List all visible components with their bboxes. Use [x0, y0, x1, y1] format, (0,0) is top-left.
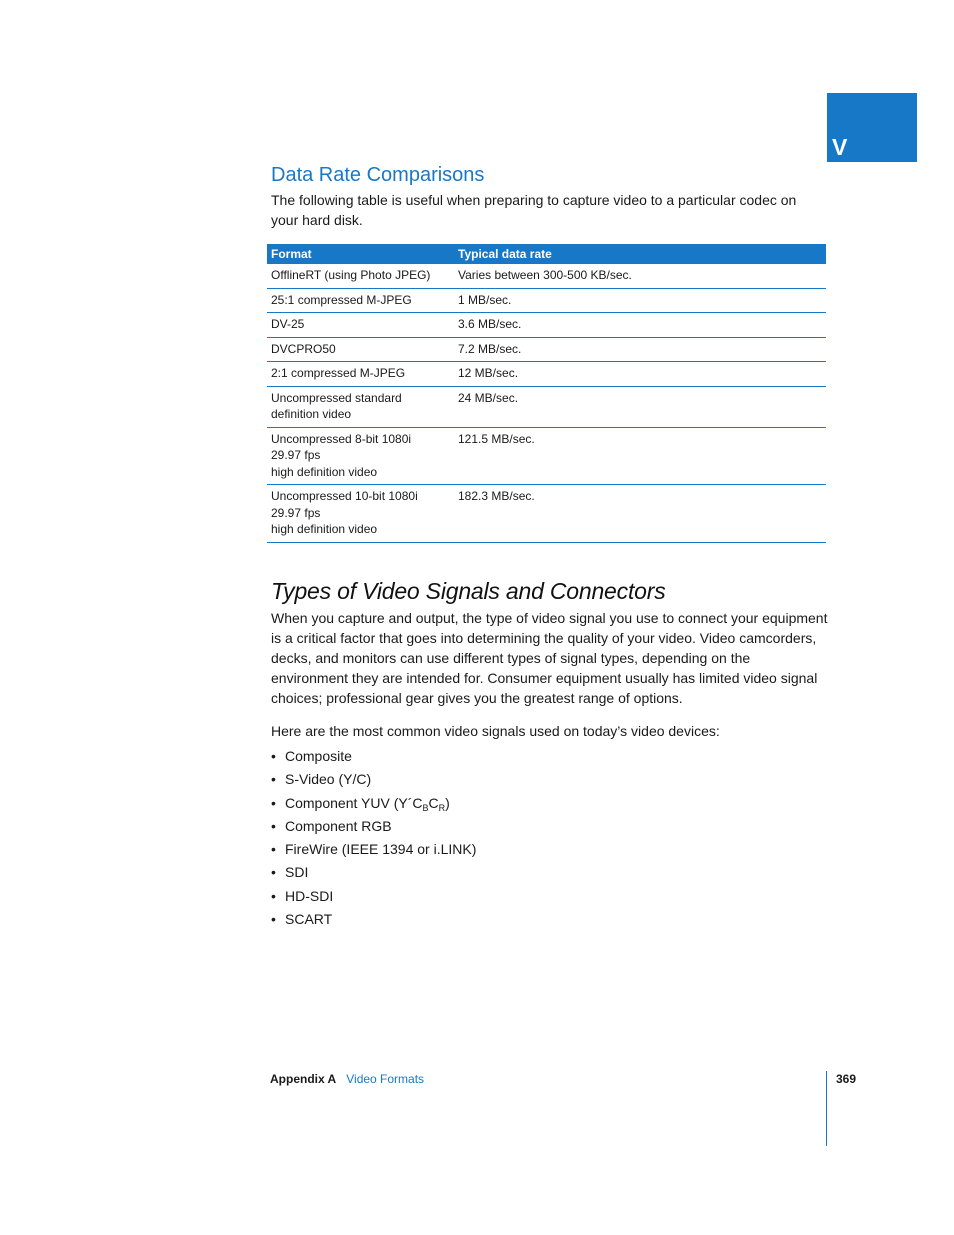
- closing-paren: ): [445, 794, 450, 811]
- bullet-icon: •: [271, 748, 276, 764]
- signals-paragraph: When you capture and output, the type of video signal you use to connect your equipment is a critical factor that goes into determining the quality of your video. Video camcorders, decks, and monitors can use different types of signal types, depending on the environment they are intended for. Consumer equipment usually has limited video signal choices; professional gear gives you the greatest range of options.: [271, 610, 828, 706]
- table-row: [267, 386, 826, 427]
- page-number: 369: [836, 1072, 857, 1086]
- list-item: [271, 815, 831, 838]
- subscript-r: R: [438, 802, 446, 813]
- component-c: C: [428, 794, 439, 811]
- table-cell-rate: 12 MB/sec.: [454, 362, 826, 387]
- footer-appendix: Appendix A: [270, 1072, 337, 1086]
- table-cell-format: DVCPRO50: [267, 337, 454, 362]
- table-header-rate: Typical data rate: [454, 244, 826, 264]
- table-cell-rate: 182.3 MB/sec.: [454, 485, 826, 543]
- table-row: [267, 427, 826, 485]
- data-rate-heading: Data Rate Comparisons: [271, 164, 485, 186]
- table-header-row: [267, 244, 826, 264]
- signals-list-intro: Here are the most common video signals used on today’s video devices:: [271, 723, 720, 739]
- table-cell-rate: 1 MB/sec.: [454, 288, 826, 313]
- table-row: [267, 313, 826, 338]
- data-rate-table: [267, 244, 826, 543]
- signals-list: [271, 745, 831, 931]
- subscript-b: B: [422, 802, 429, 813]
- page-footer: [270, 1072, 856, 1086]
- table-cell-format: 2:1 compressed M-JPEG: [267, 362, 454, 387]
- list-item-label: SDI: [285, 864, 309, 881]
- bullet-icon: •: [271, 794, 276, 811]
- list-item-label: S-Video (Y/C): [285, 771, 372, 788]
- list-item-label: FireWire (IEEE 1394 or i.LINK): [285, 841, 477, 858]
- bullet-icon: •: [271, 817, 276, 834]
- list-item: [271, 861, 831, 884]
- table-cell-format: Uncompressed 10-bit 1080i 29.97 fps high definition video: [267, 485, 454, 543]
- data-rate-section: [271, 160, 826, 230]
- table-row: [267, 485, 826, 543]
- data-rate-intro: The following table is useful when preparing to capture video to a particular codec on your hard disk.: [271, 192, 797, 228]
- bullet-icon: •: [271, 911, 276, 928]
- bullet-icon: •: [271, 841, 276, 858]
- table-cell-rate: Varies between 300-500 KB/sec.: [454, 264, 826, 288]
- table-cell-format: Uncompressed 8-bit 1080i 29.97 fps high definition video: [267, 427, 454, 485]
- list-item: [271, 745, 831, 768]
- bullet-icon: •: [271, 864, 276, 881]
- table-cell-format: DV-25: [267, 313, 454, 338]
- list-item-label: Composite: [285, 748, 352, 764]
- list-item: [271, 908, 831, 931]
- signals-section: [271, 575, 831, 931]
- table-cell-rate: 121.5 MB/sec.: [454, 427, 826, 485]
- table-row: [267, 288, 826, 313]
- footer-chapter-link[interactable]: Video Formats: [346, 1072, 425, 1086]
- list-item: [271, 885, 831, 908]
- list-item-label: HD-SDI: [285, 887, 334, 904]
- list-item-label: Component YUV (Y´C: [285, 794, 423, 811]
- table-row: [267, 337, 826, 362]
- list-item-label: Component RGB: [285, 817, 392, 834]
- table-cell-format: 25:1 compressed M-JPEG: [267, 288, 454, 313]
- list-item-label: SCART: [285, 911, 333, 928]
- signals-heading: Types of Video Signals and Connectors: [271, 578, 666, 604]
- table-row: [267, 264, 826, 288]
- table-cell-format: Uncompressed standard definition video: [267, 386, 454, 427]
- list-item: [271, 792, 831, 815]
- table-cell-rate: 24 MB/sec.: [454, 386, 826, 427]
- table-cell-rate: 3.6 MB/sec.: [454, 313, 826, 338]
- list-item: [271, 838, 831, 861]
- table-cell-format: OfflineRT (using Photo JPEG): [267, 264, 454, 288]
- chapter-tab-label: V: [832, 134, 848, 160]
- table-header-format: Format: [267, 244, 454, 264]
- chapter-tab: [827, 93, 917, 162]
- footer-divider: [826, 1071, 827, 1146]
- bullet-icon: •: [271, 771, 276, 788]
- table-cell-rate: 7.2 MB/sec.: [454, 337, 826, 362]
- table-row: [267, 362, 826, 387]
- list-item: [271, 768, 831, 791]
- bullet-icon: •: [271, 887, 276, 904]
